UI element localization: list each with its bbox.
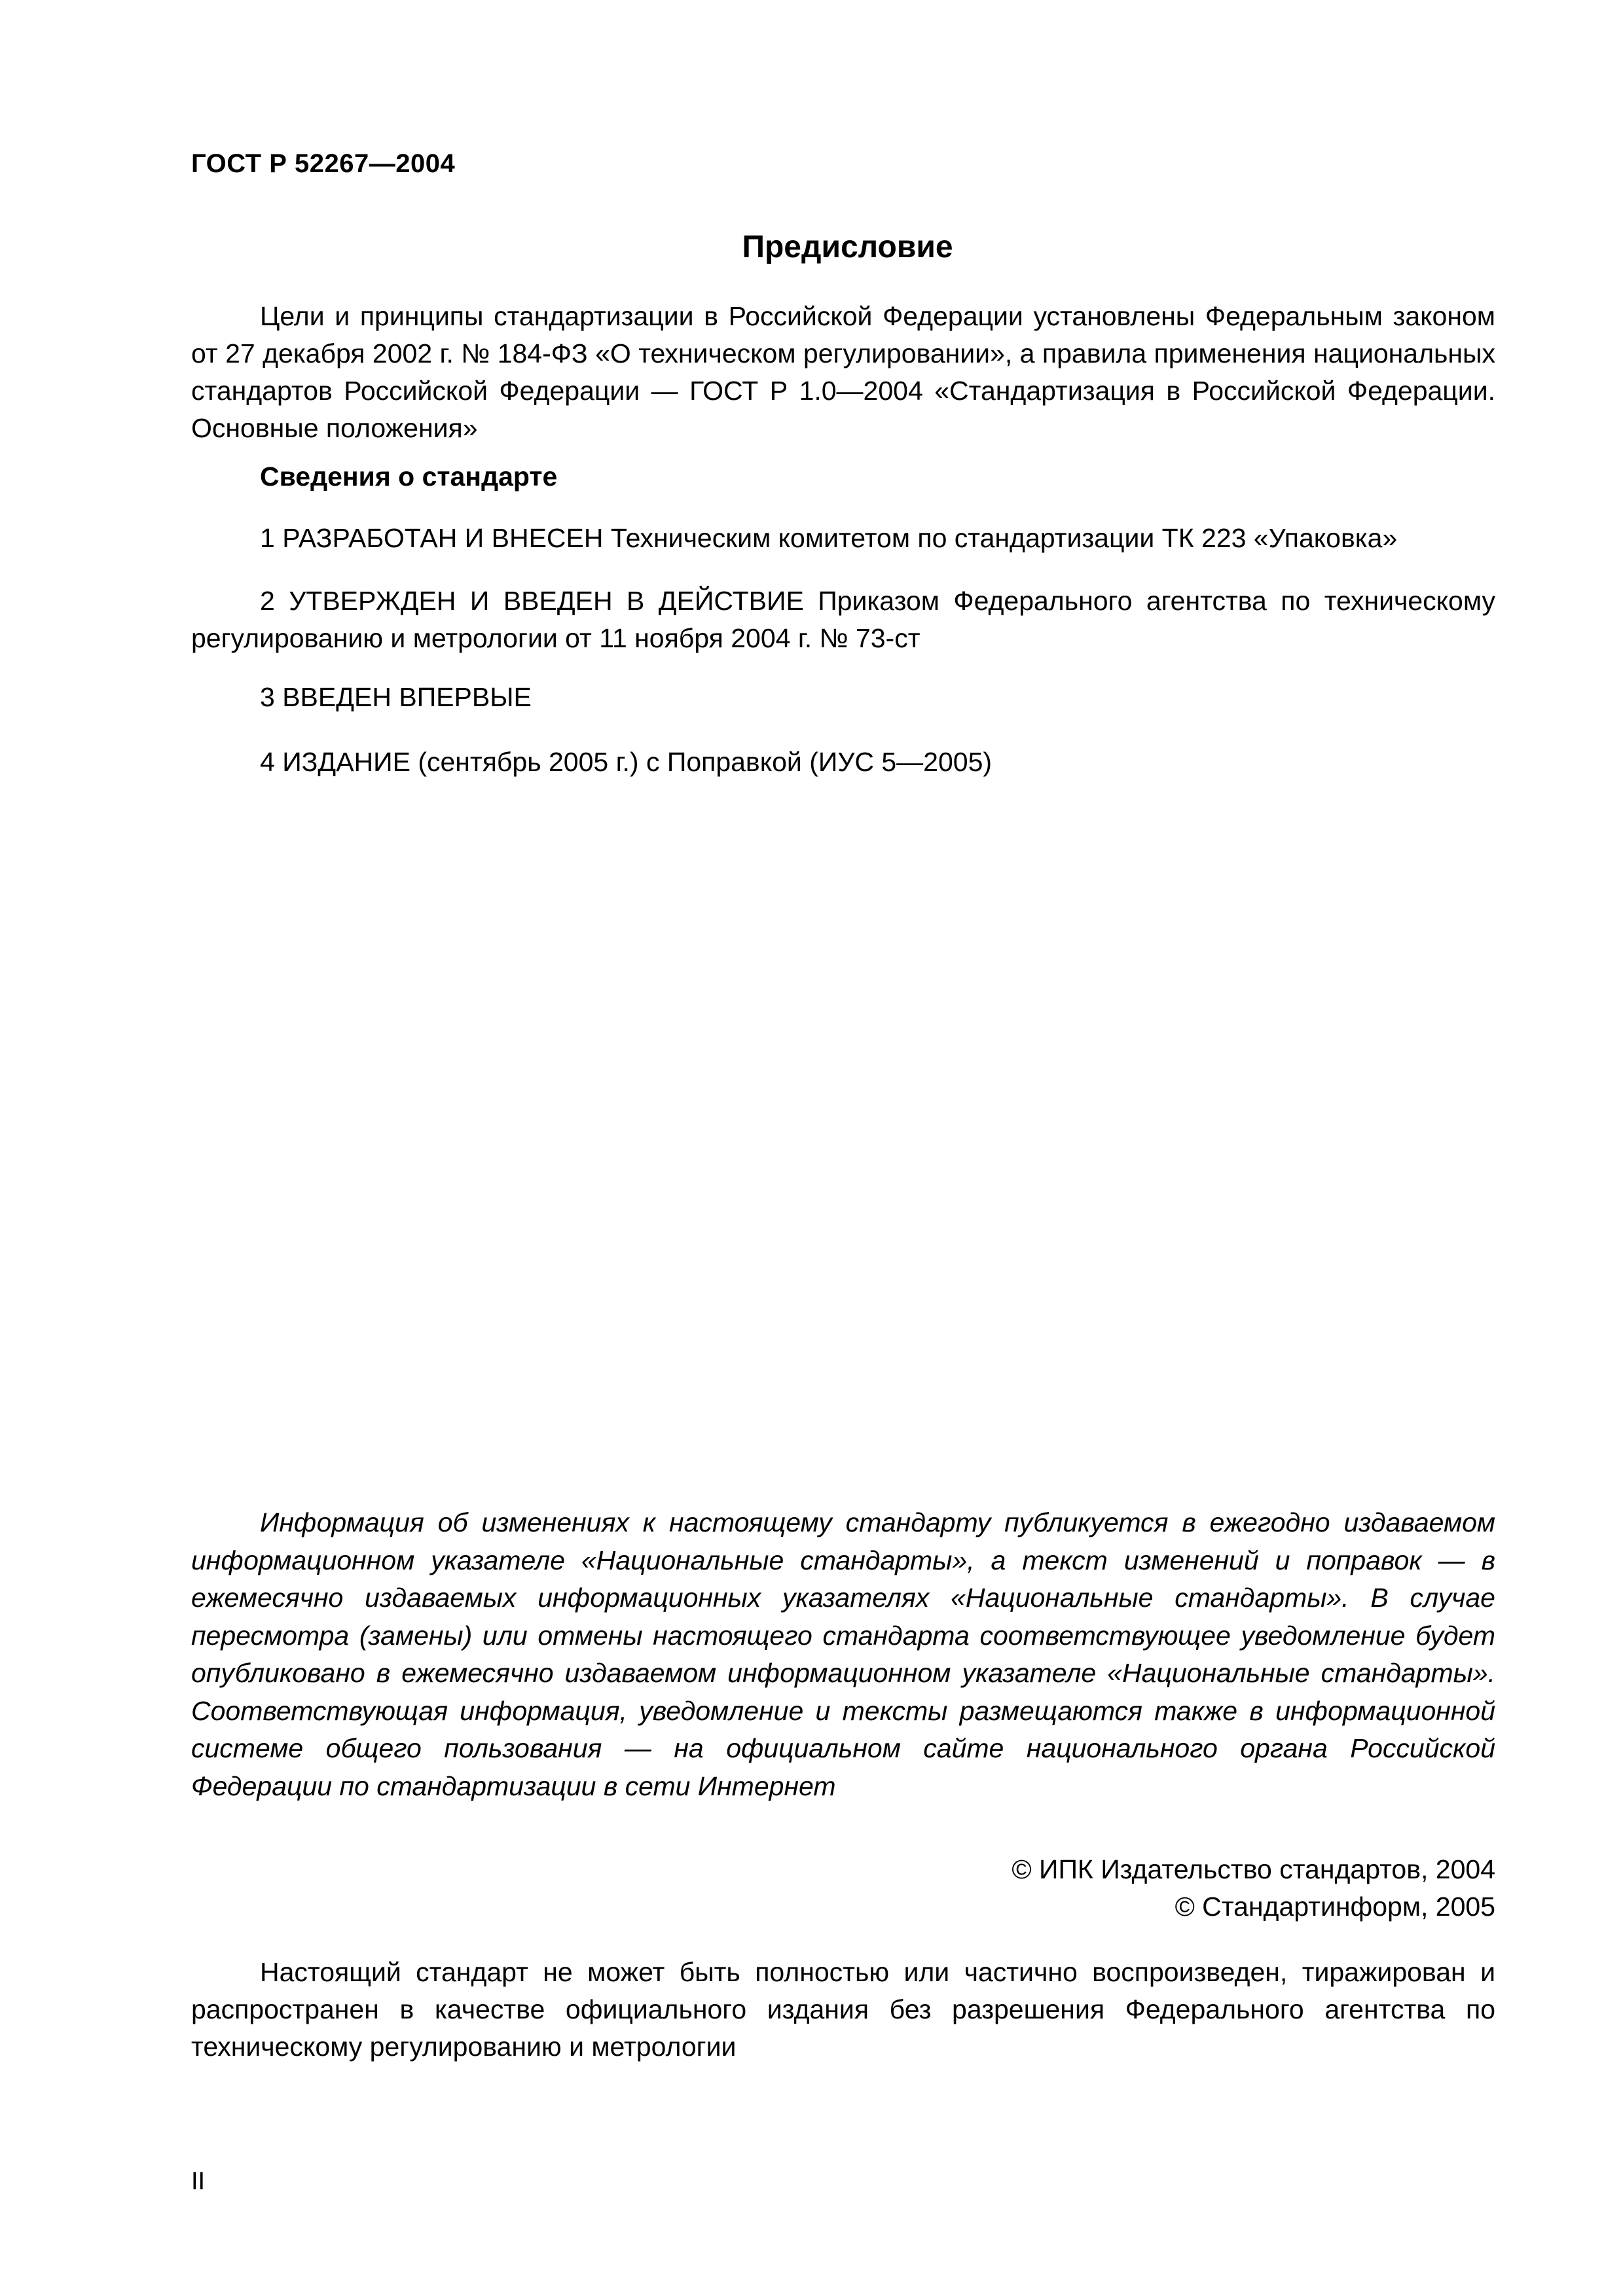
- copyright-line-2: © Стандартинформ, 2005: [1175, 1892, 1495, 1922]
- document-code: ГОСТ Р 52267—2004: [191, 149, 456, 178]
- standard-info-item-3: 3 ВВЕДЕН ВПЕРВЫЕ: [260, 682, 532, 712]
- standard-info-item-4: 4 ИЗДАНИЕ (сентябрь 2005 г.) с Поправкой (ИУС 5—2005): [260, 747, 993, 777]
- page-number: II: [191, 2168, 206, 2195]
- standard-info-heading: Сведения о стандарте: [260, 461, 558, 492]
- preface-title: Предисловие: [742, 230, 953, 264]
- copyright-line-1: © ИПК Издательство стандартов, 2004: [1012, 1854, 1495, 1884]
- standard-info-item-2: 2 УТВЕРЖДЕН И ВВЕДЕН В ДЕЙСТВИЕ Приказом Федерального агентства по техническому регулированию и метрологии от 11 ноября 2004 г. № 73-ст: [191, 586, 1495, 653]
- preface-intro: Цели и принципы стандартизации в Российской Федерации установлены Федеральным законом от 27 декабря 2002 г. № 184-ФЗ «О техническом регулировании», а правила применения национальных стандартов Российской Федерации — ГОСТ Р 1.0—2004 «Стандартизация в Российской Федерации. Основные положения»: [191, 301, 1495, 443]
- reproduction-notice: Настоящий стандарт не может быть полностью или частично воспроизведен, тиражирован и распространен в качестве официального издания без разрешения Федерального агентства по техническому регулированию и метрологии: [191, 1957, 1495, 2062]
- changes-notice: Информация об изменениях к настоящему стандарту публикуется в ежегодно издаваемом информационном указателе «Национальные стандарты», а текст изменений и поправок — в ежемесячно издаваемых информационных указателях «Национальные стандарты». В случае пересмотра (замены) или отмены настоящего стандарта соответствующее уведомление будет опубликовано в ежемесячно издаваемом информационном указателе «Национальные стандарты». Соответствующая информация, уведомление и тексты размещаются также в информационной системе общего пользования — на официальном сайте национального органа Российской Федерации по стандартизации в сети Интернет: [191, 1507, 1495, 1801]
- standard-info-item-1: 1 РАЗРАБОТАН И ВНЕСЕН Техническим комитетом по стандартизации ТК 223 «Упаковка»: [260, 523, 1398, 553]
